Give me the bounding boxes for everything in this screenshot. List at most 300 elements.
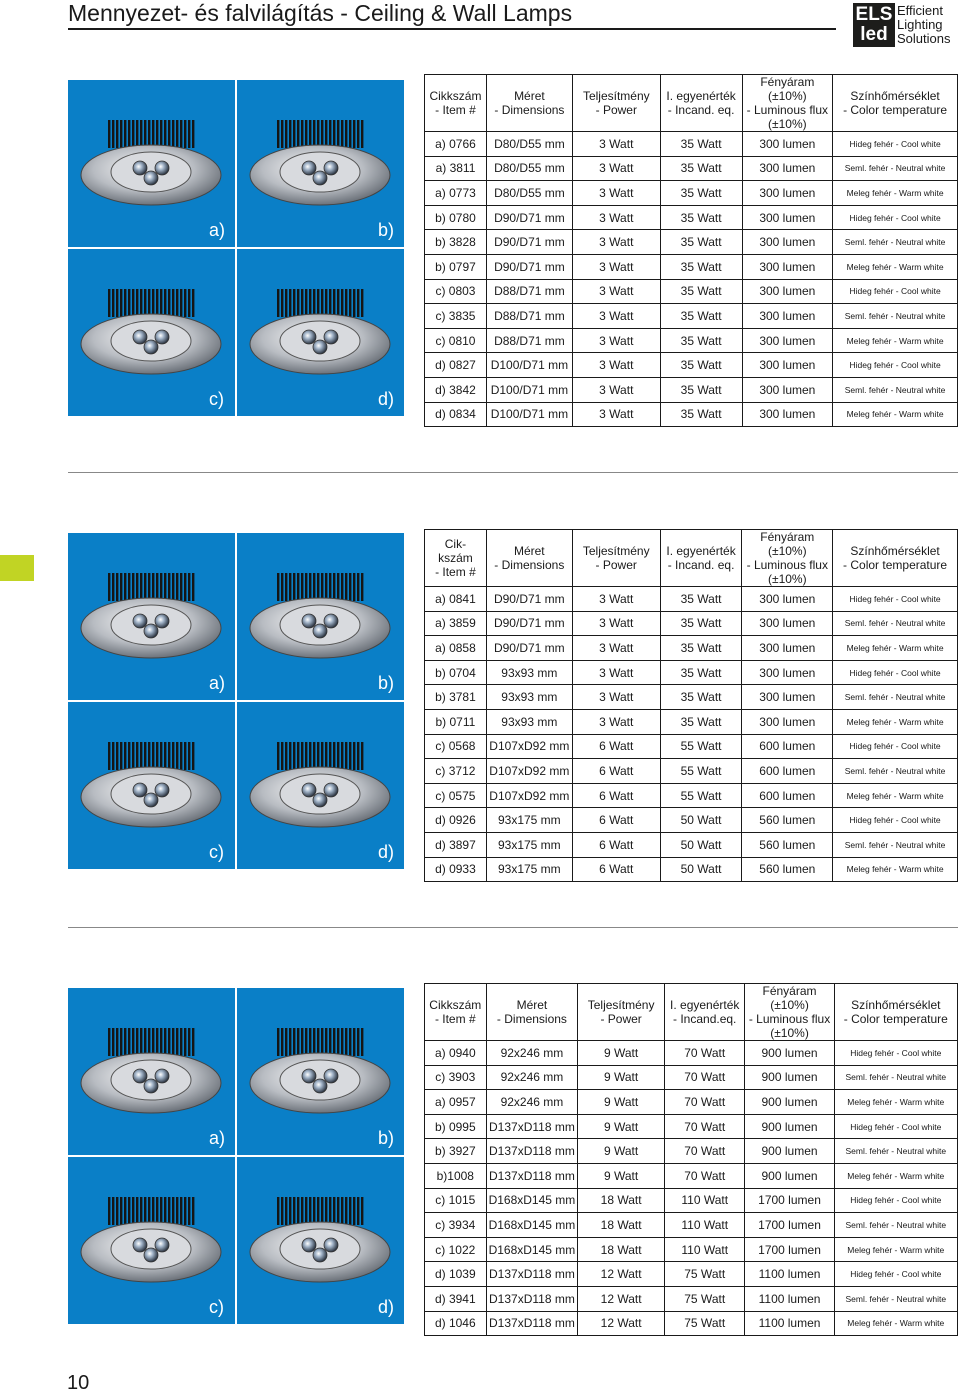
color-temperature-cell: Seml. fehér - Neutral white [833, 832, 958, 857]
power-cell: 3 Watt [572, 587, 660, 612]
section-divider-1 [68, 472, 958, 473]
photo-label: b) [378, 220, 395, 240]
incandescent-equivalent-cell: 70 Watt [664, 1139, 745, 1164]
item-number-cell: c) 3903 [425, 1065, 487, 1090]
table-row [425, 660, 958, 685]
dimensions-cell: D137xD118 mm [486, 1286, 578, 1311]
dimensions-cell: D90/D71 mm [486, 611, 572, 636]
item-number-cell: c) 0575 [425, 783, 487, 808]
table-row [425, 1237, 958, 1262]
power-cell: 3 Watt [572, 328, 660, 353]
power-cell: 12 Watt [578, 1262, 665, 1287]
incandescent-equivalent-cell: 35 Watt [660, 156, 742, 181]
luminous-flux-cell: 300 lumen [742, 279, 833, 304]
incandescent-equivalent-cell: 35 Watt [660, 328, 742, 353]
product-photo [68, 80, 235, 247]
color-temperature-cell: Seml. fehér - Neutral white [834, 1065, 957, 1090]
dimensions-cell: 93x175 mm [486, 832, 572, 857]
photo-label: d) [378, 842, 395, 862]
dimensions-cell: D107xD92 mm [486, 734, 572, 759]
dimensions-cell: D80/D55 mm [486, 132, 572, 157]
power-cell: 6 Watt [572, 783, 660, 808]
color-temperature-cell: Meleg fehér - Warm white [834, 1237, 957, 1262]
incandescent-equivalent-cell: 50 Watt [660, 808, 742, 833]
spec-table-header: I. egyenérték - Incand.eq. [664, 984, 745, 1041]
incandescent-equivalent-cell: 75 Watt [664, 1286, 745, 1311]
power-cell: 6 Watt [572, 857, 660, 882]
power-cell: 3 Watt [572, 636, 660, 661]
item-number-cell: c) 0568 [425, 734, 487, 759]
incandescent-equivalent-cell: 35 Watt [660, 611, 742, 636]
item-number-cell: c) 0810 [425, 328, 487, 353]
luminous-flux-cell: 900 lumen [745, 1163, 834, 1188]
spec-table [424, 74, 958, 427]
incandescent-equivalent-cell: 35 Watt [660, 636, 742, 661]
incandescent-equivalent-cell: 35 Watt [660, 377, 742, 402]
table-row [425, 1090, 958, 1115]
item-number-cell: c) 3712 [425, 759, 487, 784]
spec-table-header: I. egyenérték - Incand. eq. [660, 75, 742, 132]
dimensions-cell: D100/D71 mm [486, 353, 572, 378]
logo-text [897, 4, 950, 46]
item-number-cell: a) 0957 [425, 1090, 487, 1115]
table-row [425, 759, 958, 784]
page-number: 10 [67, 1372, 90, 1394]
power-cell: 6 Watt [572, 832, 660, 857]
spec-table-header: Méret - Dimensions [486, 75, 572, 132]
dimensions-cell: D90/D71 mm [486, 230, 572, 255]
power-cell: 3 Watt [572, 353, 660, 378]
luminous-flux-cell: 900 lumen [745, 1041, 834, 1066]
spec-table-header: Színhőmérséklet - Color temperature [833, 530, 958, 587]
item-number-cell: b) 3781 [425, 685, 487, 710]
power-cell: 3 Watt [572, 181, 660, 206]
power-cell: 6 Watt [572, 759, 660, 784]
power-cell: 3 Watt [572, 230, 660, 255]
power-cell: 3 Watt [572, 402, 660, 427]
item-number-cell: a) 0841 [425, 587, 487, 612]
luminous-flux-cell: 1100 lumen [745, 1262, 834, 1287]
dimensions-cell: 92x246 mm [486, 1041, 578, 1066]
incandescent-equivalent-cell: 110 Watt [664, 1237, 745, 1262]
table-row [425, 1139, 958, 1164]
dimensions-cell: 93x175 mm [486, 857, 572, 882]
color-temperature-cell: Hideg fehér - Cool white [833, 808, 958, 833]
spec-table-header: Színhőmérséklet - Color temperature [834, 984, 957, 1041]
luminous-flux-cell: 300 lumen [742, 230, 833, 255]
photo-label: a) [209, 1128, 226, 1148]
power-cell: 18 Watt [578, 1213, 665, 1238]
table-row [425, 1114, 958, 1139]
spec-table-header: Cikkszám - Item # [425, 75, 487, 132]
item-number-cell: d) 0834 [425, 402, 487, 427]
power-cell: 9 Watt [578, 1114, 665, 1139]
incandescent-equivalent-cell: 70 Watt [664, 1041, 745, 1066]
power-cell: 9 Watt [578, 1041, 665, 1066]
table-row [425, 1188, 958, 1213]
photo-label: b) [378, 673, 395, 693]
spec-table [424, 529, 958, 882]
incandescent-equivalent-cell: 55 Watt [660, 759, 742, 784]
title-rule [68, 28, 836, 30]
spec-table-header: Teljesítmény - Power [578, 984, 665, 1041]
spec-table-header: Méret - Dimensions [486, 530, 572, 587]
item-number-cell: d) 3842 [425, 377, 487, 402]
item-number-cell: b) 0797 [425, 254, 487, 279]
luminous-flux-cell: 600 lumen [742, 734, 833, 759]
spec-table-header: Teljesítmény - Power [572, 530, 660, 587]
table-row [425, 328, 958, 353]
power-cell: 3 Watt [572, 377, 660, 402]
spec-table-header: Színhőmérséklet - Color temperature [833, 75, 958, 132]
table-row [425, 402, 958, 427]
item-number-cell: d) 1039 [425, 1262, 487, 1287]
incandescent-equivalent-cell: 35 Watt [660, 254, 742, 279]
dimensions-cell: D100/D71 mm [486, 402, 572, 427]
color-temperature-cell: Meleg fehér - Warm white [833, 254, 958, 279]
color-temperature-cell: Seml. fehér - Neutral white [833, 304, 958, 329]
product-photo-grid [68, 533, 404, 869]
photo-label: a) [209, 673, 226, 693]
product-photo [237, 249, 404, 416]
item-number-cell: d) 0926 [425, 808, 487, 833]
photo-label: c) [209, 389, 224, 409]
table-row [425, 587, 958, 612]
logo-mark-bottom: led [860, 24, 888, 45]
item-number-cell: a) 0940 [425, 1041, 487, 1066]
dimensions-cell: D80/D55 mm [486, 181, 572, 206]
luminous-flux-cell: 300 lumen [742, 636, 833, 661]
table-row [425, 132, 958, 157]
color-temperature-cell: Hideg fehér - Cool white [833, 660, 958, 685]
table-row [425, 709, 958, 734]
luminous-flux-cell: 600 lumen [742, 783, 833, 808]
table-row [425, 783, 958, 808]
luminous-flux-cell: 300 lumen [742, 402, 833, 427]
spec-table-header: I. egyenérték - Incand. eq. [660, 530, 742, 587]
dimensions-cell: D137xD118 mm [486, 1139, 578, 1164]
incandescent-equivalent-cell: 110 Watt [664, 1188, 745, 1213]
dimensions-cell: D88/D71 mm [486, 279, 572, 304]
table-row [425, 636, 958, 661]
logo-mark-top: ELS [855, 4, 893, 25]
luminous-flux-cell: 300 lumen [742, 304, 833, 329]
photo-label: d) [378, 389, 395, 409]
item-number-cell: d) 0933 [425, 857, 487, 882]
color-temperature-cell: Meleg fehér - Warm white [833, 709, 958, 734]
luminous-flux-cell: 300 lumen [742, 685, 833, 710]
color-temperature-cell: Seml. fehér - Neutral white [833, 230, 958, 255]
power-cell: 18 Watt [578, 1188, 665, 1213]
color-temperature-cell: Meleg fehér - Warm white [834, 1163, 957, 1188]
incandescent-equivalent-cell: 35 Watt [660, 587, 742, 612]
luminous-flux-cell: 300 lumen [742, 660, 833, 685]
item-number-cell: b) 0995 [425, 1114, 487, 1139]
logo-line-3: Solutions [897, 31, 951, 46]
logo-line-1: Efficient [897, 3, 944, 18]
item-number-cell: d) 3897 [425, 832, 487, 857]
power-cell: 3 Watt [572, 685, 660, 710]
spec-table-header: Fényáram (±10%) - Luminous flux (±10%) [745, 984, 834, 1041]
luminous-flux-cell: 300 lumen [742, 377, 833, 402]
dimensions-cell: D90/D71 mm [486, 587, 572, 612]
color-temperature-cell: Meleg fehér - Warm white [833, 328, 958, 353]
color-temperature-cell: Hideg fehér - Cool white [833, 734, 958, 759]
power-cell: 6 Watt [572, 808, 660, 833]
color-temperature-cell: Seml. fehér - Neutral white [834, 1286, 957, 1311]
dimensions-cell: D80/D55 mm [486, 156, 572, 181]
color-temperature-cell: Meleg fehér - Warm white [833, 783, 958, 808]
table-row [425, 230, 958, 255]
incandescent-equivalent-cell: 35 Watt [660, 709, 742, 734]
item-number-cell: c) 1022 [425, 1237, 487, 1262]
color-temperature-cell: Meleg fehér - Warm white [833, 402, 958, 427]
spec-table-header-row [425, 984, 958, 1041]
power-cell: 9 Watt [578, 1065, 665, 1090]
table-row [425, 734, 958, 759]
color-temperature-cell: Hideg fehér - Cool white [833, 587, 958, 612]
item-number-cell: c) 1015 [425, 1188, 487, 1213]
color-temperature-cell: Hideg fehér - Cool white [833, 205, 958, 230]
incandescent-equivalent-cell: 55 Watt [660, 783, 742, 808]
spec-table-header: Teljesítmény - Power [572, 75, 660, 132]
incandescent-equivalent-cell: 35 Watt [660, 181, 742, 206]
incandescent-equivalent-cell: 35 Watt [660, 402, 742, 427]
dimensions-cell: D90/D71 mm [486, 205, 572, 230]
color-temperature-cell: Meleg fehér - Warm white [833, 857, 958, 882]
power-cell: 3 Watt [572, 205, 660, 230]
spec-table-header: Fényáram (±10%) - Luminous flux (±10%) [742, 75, 833, 132]
incandescent-equivalent-cell: 35 Watt [660, 132, 742, 157]
color-temperature-cell: Hideg fehér - Cool white [833, 353, 958, 378]
table-row [425, 857, 958, 882]
power-cell: 9 Watt [578, 1163, 665, 1188]
incandescent-equivalent-cell: 35 Watt [660, 279, 742, 304]
photo-label: c) [209, 842, 224, 862]
color-temperature-cell: Hideg fehér - Cool white [834, 1041, 957, 1066]
power-cell: 9 Watt [578, 1139, 665, 1164]
dimensions-cell: D107xD92 mm [486, 783, 572, 808]
item-number-cell: b)1008 [425, 1163, 487, 1188]
color-temperature-cell: Seml. fehér - Neutral white [833, 377, 958, 402]
table-row [425, 611, 958, 636]
color-temperature-cell: Seml. fehér - Neutral white [834, 1213, 957, 1238]
power-cell: 9 Watt [578, 1090, 665, 1115]
color-temperature-cell: Hideg fehér - Cool white [834, 1114, 957, 1139]
incandescent-equivalent-cell: 70 Watt [664, 1090, 745, 1115]
product-photo [68, 988, 235, 1155]
dimensions-cell: D137xD118 mm [486, 1163, 578, 1188]
table-row [425, 181, 958, 206]
table-row [425, 254, 958, 279]
table-row [425, 156, 958, 181]
item-number-cell: d) 0827 [425, 353, 487, 378]
spec-table-header: Fényáram (±10%) - Luminous flux (±10%) [742, 530, 833, 587]
table-row [425, 1286, 958, 1311]
incandescent-equivalent-cell: 35 Watt [660, 205, 742, 230]
incandescent-equivalent-cell: 110 Watt [664, 1213, 745, 1238]
item-number-cell: d) 3941 [425, 1286, 487, 1311]
luminous-flux-cell: 300 lumen [742, 132, 833, 157]
power-cell: 3 Watt [572, 611, 660, 636]
dimensions-cell: D88/D71 mm [486, 304, 572, 329]
dimensions-cell: D90/D71 mm [486, 254, 572, 279]
incandescent-equivalent-cell: 55 Watt [660, 734, 742, 759]
table-row [425, 279, 958, 304]
luminous-flux-cell: 900 lumen [745, 1090, 834, 1115]
color-temperature-cell: Meleg fehér - Warm white [833, 636, 958, 661]
incandescent-equivalent-cell: 70 Watt [664, 1065, 745, 1090]
dimensions-cell: D137xD118 mm [486, 1262, 578, 1287]
luminous-flux-cell: 560 lumen [742, 857, 833, 882]
dimensions-cell: D100/D71 mm [486, 377, 572, 402]
product-photo-grid [68, 80, 404, 416]
page-title: Mennyezet- és falvilágítás - Ceiling & Wall Lamps [68, 0, 573, 26]
color-temperature-cell: Hideg fehér - Cool white [833, 132, 958, 157]
dimensions-cell: D107xD92 mm [486, 759, 572, 784]
logo-line-2: Lighting [897, 17, 943, 32]
dimensions-cell: 93x175 mm [486, 808, 572, 833]
item-number-cell: c) 3934 [425, 1213, 487, 1238]
color-temperature-cell: Hideg fehér - Cool white [834, 1262, 957, 1287]
luminous-flux-cell: 560 lumen [742, 808, 833, 833]
logo-mark [853, 3, 895, 47]
spec-table-header-row [425, 530, 958, 587]
power-cell: 18 Watt [578, 1237, 665, 1262]
photo-label: c) [209, 1297, 224, 1317]
luminous-flux-cell: 300 lumen [742, 181, 833, 206]
table-row [425, 1163, 958, 1188]
color-temperature-cell: Seml. fehér - Neutral white [833, 759, 958, 784]
power-cell: 3 Watt [572, 304, 660, 329]
power-cell: 3 Watt [572, 709, 660, 734]
table-row [425, 304, 958, 329]
product-photo [237, 1157, 404, 1324]
incandescent-equivalent-cell: 70 Watt [664, 1114, 745, 1139]
dimensions-cell: 92x246 mm [486, 1090, 578, 1115]
dimensions-cell: D90/D71 mm [486, 636, 572, 661]
luminous-flux-cell: 300 lumen [742, 709, 833, 734]
item-number-cell: c) 0803 [425, 279, 487, 304]
color-temperature-cell: Meleg fehér - Warm white [834, 1090, 957, 1115]
incandescent-equivalent-cell: 35 Watt [660, 230, 742, 255]
power-cell: 6 Watt [572, 734, 660, 759]
table-row [425, 1262, 958, 1287]
incandescent-equivalent-cell: 70 Watt [664, 1163, 745, 1188]
luminous-flux-cell: 300 lumen [742, 353, 833, 378]
spec-table-header-row [425, 75, 958, 132]
product-photo [68, 1157, 235, 1324]
luminous-flux-cell: 300 lumen [742, 254, 833, 279]
luminous-flux-cell: 300 lumen [742, 611, 833, 636]
spec-table [424, 983, 958, 1336]
dimensions-cell: D137xD118 mm [486, 1311, 578, 1336]
incandescent-equivalent-cell: 35 Watt [660, 353, 742, 378]
luminous-flux-cell: 300 lumen [742, 156, 833, 181]
luminous-flux-cell: 300 lumen [742, 587, 833, 612]
table-row [425, 832, 958, 857]
luminous-flux-cell: 560 lumen [742, 832, 833, 857]
color-temperature-cell: Seml. fehér - Neutral white [834, 1139, 957, 1164]
dimensions-cell: D168xD145 mm [486, 1237, 578, 1262]
table-row [425, 1311, 958, 1336]
luminous-flux-cell: 1100 lumen [745, 1311, 834, 1336]
dimensions-cell: 93x93 mm [486, 660, 572, 685]
item-number-cell: b) 3828 [425, 230, 487, 255]
luminous-flux-cell: 1700 lumen [745, 1188, 834, 1213]
product-photo [68, 533, 235, 700]
incandescent-equivalent-cell: 35 Watt [660, 685, 742, 710]
luminous-flux-cell: 600 lumen [742, 759, 833, 784]
dimensions-cell: 93x93 mm [486, 685, 572, 710]
color-temperature-cell: Hideg fehér - Cool white [833, 279, 958, 304]
spec-table-header: Méret - Dimensions [486, 984, 578, 1041]
luminous-flux-cell: 300 lumen [742, 205, 833, 230]
photo-label: b) [378, 1128, 395, 1148]
power-cell: 3 Watt [572, 279, 660, 304]
power-cell: 3 Watt [572, 132, 660, 157]
item-number-cell: a) 3859 [425, 611, 487, 636]
power-cell: 3 Watt [572, 254, 660, 279]
table-row [425, 685, 958, 710]
brand-logo [853, 3, 957, 47]
chapter-side-tab [0, 555, 34, 581]
item-number-cell: a) 0766 [425, 132, 487, 157]
product-photo [68, 249, 235, 416]
luminous-flux-cell: 1700 lumen [745, 1213, 834, 1238]
photo-label: d) [378, 1297, 395, 1317]
photo-label: a) [209, 220, 226, 240]
power-cell: 3 Watt [572, 156, 660, 181]
incandescent-equivalent-cell: 35 Watt [660, 660, 742, 685]
item-number-cell: b) 3927 [425, 1139, 487, 1164]
product-photo [237, 533, 404, 700]
table-row [425, 353, 958, 378]
section-divider-2 [68, 927, 958, 928]
luminous-flux-cell: 900 lumen [745, 1065, 834, 1090]
power-cell: 12 Watt [578, 1311, 665, 1336]
color-temperature-cell: Seml. fehér - Neutral white [833, 611, 958, 636]
color-temperature-cell: Seml. fehér - Neutral white [833, 685, 958, 710]
spec-table-header: Cik- kszám - Item # [425, 530, 487, 587]
dimensions-cell: D168xD145 mm [486, 1188, 578, 1213]
incandescent-equivalent-cell: 35 Watt [660, 304, 742, 329]
item-number-cell: c) 3835 [425, 304, 487, 329]
product-photo [68, 702, 235, 869]
product-photo [237, 702, 404, 869]
luminous-flux-cell: 300 lumen [742, 328, 833, 353]
item-number-cell: d) 1046 [425, 1311, 487, 1336]
incandescent-equivalent-cell: 50 Watt [660, 832, 742, 857]
incandescent-equivalent-cell: 75 Watt [664, 1311, 745, 1336]
item-number-cell: b) 0704 [425, 660, 487, 685]
incandescent-equivalent-cell: 75 Watt [664, 1262, 745, 1287]
dimensions-cell: D168xD145 mm [486, 1213, 578, 1238]
dimensions-cell: 92x246 mm [486, 1065, 578, 1090]
luminous-flux-cell: 900 lumen [745, 1114, 834, 1139]
dimensions-cell: 93x93 mm [486, 709, 572, 734]
item-number-cell: a) 0858 [425, 636, 487, 661]
dimensions-cell: D88/D71 mm [486, 328, 572, 353]
power-cell: 12 Watt [578, 1286, 665, 1311]
table-row [425, 377, 958, 402]
luminous-flux-cell: 1700 lumen [745, 1237, 834, 1262]
luminous-flux-cell: 1100 lumen [745, 1286, 834, 1311]
spec-table-header: Cikkszám - Item # [425, 984, 487, 1041]
color-temperature-cell: Hideg fehér - Cool white [834, 1188, 957, 1213]
luminous-flux-cell: 900 lumen [745, 1139, 834, 1164]
item-number-cell: b) 0711 [425, 709, 487, 734]
